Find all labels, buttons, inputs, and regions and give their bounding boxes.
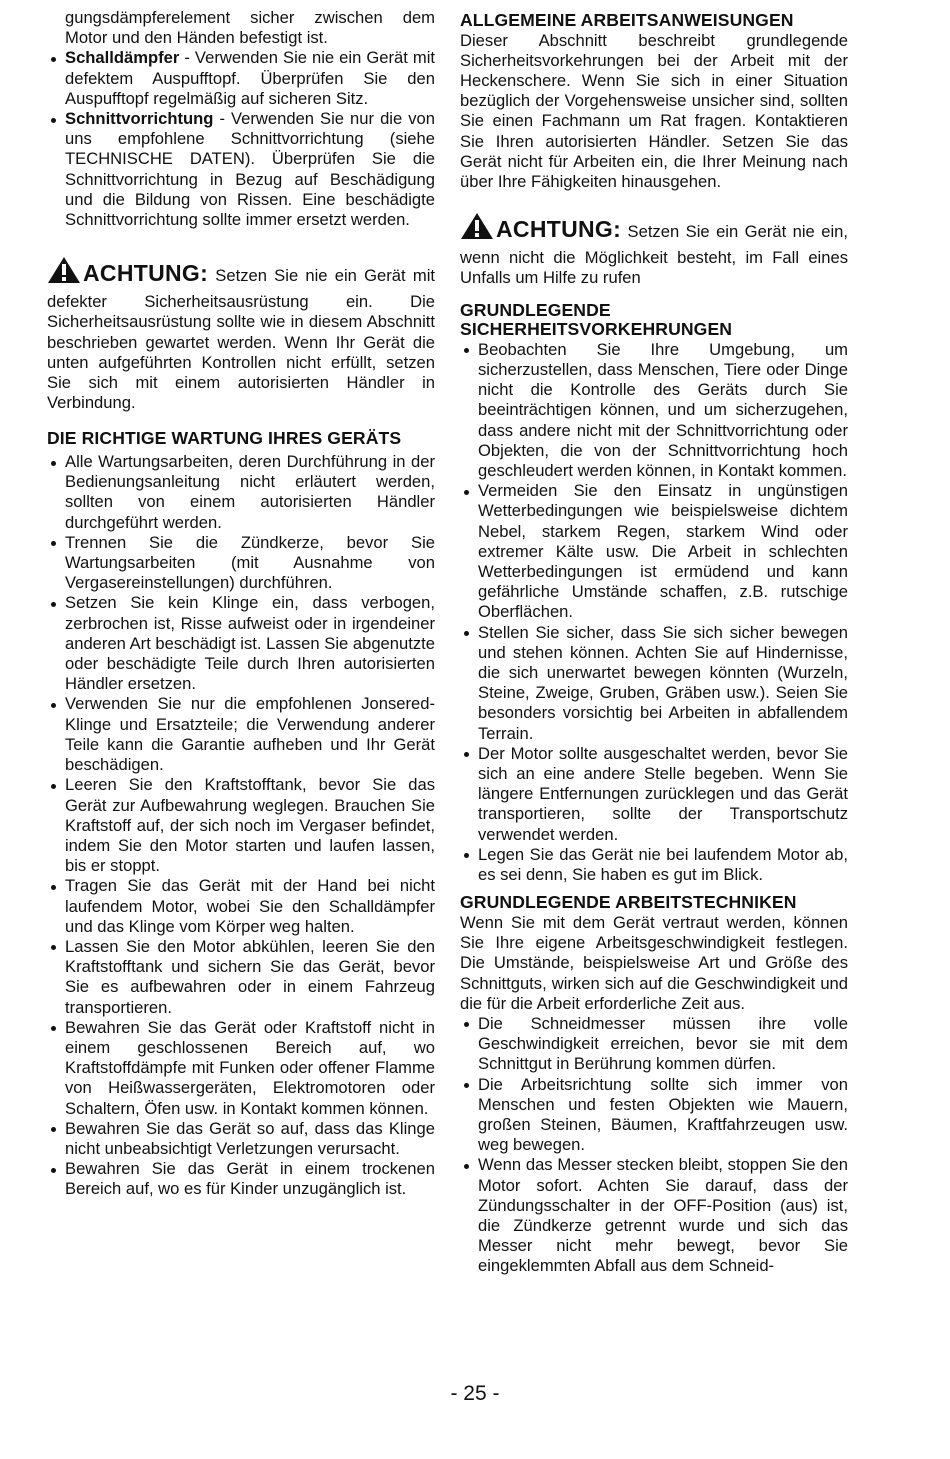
section-heading: GRUNDLEGENDE SICHERHEITSVORKEHRUNGEN (460, 299, 733, 340)
list-item: Die Schneidmesser müssen ihre volle Geschwindigkeit erreichen, bevor sie mit dem Schnittgut in Berührung kommen dürfen. (460, 1014, 848, 1075)
page-number: - 25 - (450, 1382, 500, 1405)
list-item: Alle Wartungsarbeiten, deren Durchführung in der Bedienungsanleitung nicht erläutert werden, sollten von einem autorisierten Händler durchgeführt werden. (47, 452, 435, 533)
list-item: Vermeiden Sie den Einsatz in ungünstigen Wetterbedingungen wie beispielsweise dichtem Nebel, starkem Regen, starkem Wind oder extremer Kälte usw. Die Arbeit in schlechten Wetterbedingungen ist ermüdend und kann gefährliche Umstände schaffen, z.B. rutschige Oberflächen. (460, 481, 848, 622)
list-item: Legen Sie das Gerät nie bei laufendem Motor ab, es sei denn, Sie haben es gut im Blick. (460, 845, 848, 885)
right-column (460, 8, 848, 1277)
list-item: Beobachten Sie Ihre Umgebung, um sicherzustellen, dass Menschen, Tiere oder Dinge nicht die Kontrolle des Geräts durch Sie beeinträchtigen können, und um sicherzugehen, dass andere nicht mit der Schnittvorrichtung oder Objekten, die von der Schnittvorrichtung hoch geschleudert werden können, in Kontakt kommen. (460, 340, 848, 481)
component-list (47, 48, 435, 230)
list-item: Verwenden Sie nur die empfohlenen Jonsered-Klinge und Ersatzteile; die Verwendung anderer Teile kann die Garantie aufheben und Ihr Gerät beschädigen. (47, 694, 435, 775)
section-heading: GRUNDLEGENDE ARBEITSTECHNIKEN (460, 892, 797, 913)
section-heading: DIE RICHTIGE WARTUNG IHRES GERÄTS (47, 428, 402, 449)
list-item: Bewahren Sie das Gerät oder Kraftstoff nicht in einem geschlossenen Bereich auf, wo Kraftstoffdämpfe mit Funken oder offener Flamme von Heißwassergeräten, Elektromotoren oder Schaltern, Öfen usw. in Kontakt kommen können. (47, 1018, 435, 1119)
list-item: Trennen Sie die Zündkerze, bevor Sie Wartungsarbeiten (mit Ausnahme von Vergasereinstellungen) durchführen. (47, 533, 435, 594)
warning-block (460, 212, 848, 288)
list-item: Leeren Sie den Kraftstofftank, bevor Sie das Gerät zur Aufbewahrung weglegen. Brauchen Sie Kraftstoff auf, der sich noch im Vergaser befindet, indem Sie den Motor starten und laufen lassen, bis er stoppt. (47, 775, 435, 876)
section-heading: ALLGEMEINE ARBEITSANWEISUNGEN (460, 10, 794, 30)
warning-text: Setzen Sie ein Gerät nie ein, wenn nicht die Möglichkeit besteht, im Fall eines Unfalls um Hilfe zu rufen (460, 222, 848, 288)
paragraph: Dieser Abschnitt beschreibt grundlegende Sicherheitsvorkehrungen bei der Arbeit mit der Heckenschere. Wenn Sie sich in einer Situation bezüglich der Vorgehensweise unsicher sind, sollten Sie einen Fachmann um Rat fragen. Kontaktieren Sie Ihren autorisierten Händler. Setzen Sie das Gerät nicht für Arbeiten ein, die Ihrer Meinung nach über Ihre Fähigkeiten hinausgehen. (460, 30, 848, 192)
technique-list (460, 1014, 848, 1277)
safety-list (460, 340, 848, 885)
list-item: Tragen Sie das Gerät mit der Hand bei nicht laufendem Motor, wobei Sie den Schalldämpfer und das Klinge vom Körper weg halten. (47, 876, 435, 937)
warning-block (47, 256, 435, 413)
item-term: Schalldämpfer (65, 48, 180, 68)
warning-label: ACHTUNG: (83, 260, 209, 287)
list-item: Stellen Sie sicher, dass Sie sich sicher bewegen und stehen können. Achten Sie auf Hindernisse, die sich unerwartet bewegen könnten (Wurzeln, Steine, Zweige, Gruben, Gräben usw.). Seien Sie besonders vorsichtig bei Arbeiten in abfallendem Terrain. (460, 623, 848, 744)
list-item: Wenn das Messer stecken bleibt, stoppen Sie den Motor sofort. Achten Sie darauf, dass der Zündungsschalter in der OFF-Position (aus) ist, die Zündkerze getrennt wurde und sich das Messer nicht mehr bewegt, bevor Sie eingeklemmten Abfall aus dem Schneid- (460, 1155, 848, 1276)
list-item: Die Arbeitsrichtung sollte sich immer von Menschen und festen Objekten wie Mauern, großen Steinen, Bäumen, Kraftfahrzeugen usw. weg bewegen. (460, 1075, 848, 1156)
list-item (47, 48, 435, 109)
item-term: Schnittvorrichtung (65, 109, 214, 129)
warning-text: Setzen Sie nie ein Gerät mit defekter Sicherheitsausrüstung ein. Die Sicherheitsausrüstung sollte wie in diesem Abschnitt beschrieben gewartet werden. Wenn Ihr Gerät die unten aufgeführten Kontrollen nicht erfüllt, setzen Sie sich mit einem autorisierten Händler in Verbindung. (47, 266, 435, 413)
warning-triangle-icon (460, 212, 494, 248)
list-item: Lassen Sie den Motor abkühlen, leeren Sie den Kraftstofftank und sichern Sie das Gerät, bevor Sie es aufbewahren oder in einem Fahrzeug transportieren. (47, 937, 435, 1018)
warning-triangle-icon (47, 256, 81, 292)
list-item: Der Motor sollte ausgeschaltet werden, bevor Sie sich an eine andere Stelle begeben. Wenn Sie längere Entfernungen zurücklegen und das Gerät transportieren, sollte der Transportschutz verwendet werden. (460, 744, 848, 845)
paragraph: Wenn Sie mit dem Gerät vertraut werden, können Sie Ihre eigene Arbeitsgeschwindigkeit festlegen. Die Umstände, beispielsweise Art und Größe des Schnittguts, wirken sich auf die Geschwindigkeit und die für die Arbeit erforderliche Zeit aus. (460, 912, 848, 1013)
list-item: Bewahren Sie das Gerät in einem trockenen Bereich auf, wo es für Kinder unzugänglich ist. (47, 1159, 435, 1199)
item-text: - Verwenden Sie nur die von uns empfohlene Schnittvorrichtung (siehe TECHNISCHE DATEN). Überprüfen Sie die Schnittvorrichtung in Bezug auf Beschädigung und die Bildung von Rissen. Eine beschädigte Schnittvorrichtung sollte immer ersetzt werden. (65, 109, 435, 230)
continued-bullet-text: gungsdämpferelement sicher zwischen dem Motor und den Händen befestigt ist. (65, 8, 435, 48)
maintenance-list (47, 452, 435, 1200)
item-text: - Verwenden Sie nie ein Gerät mit defektem Auspufftopf. Überprüfen Sie den Auspufftopf regelmäßig auf sicheren Sitz. (65, 48, 435, 108)
warning-label: ACHTUNG: (496, 216, 622, 243)
list-item (47, 109, 435, 230)
list-item: Setzen Sie kein Klinge ein, dass verbogen, zerbrochen ist, Risse aufweist oder in irgendeiner anderen Art beschädigt ist. Lassen Sie abgenutzte oder beschädigte Teile durch Ihren autorisierten Händler ersetzen. (47, 593, 435, 694)
left-column (47, 8, 435, 1200)
list-item: Bewahren Sie das Gerät so auf, dass das Klinge nicht unbeabsichtigt Verletzungen verursacht. (47, 1119, 435, 1159)
